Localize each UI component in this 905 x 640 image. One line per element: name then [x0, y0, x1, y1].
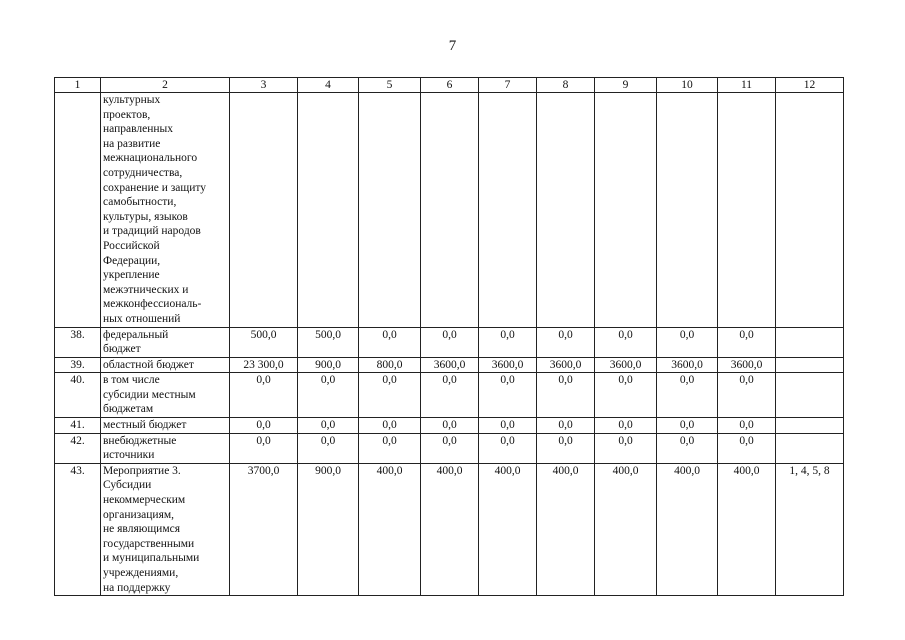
row-name-line: Российской: [103, 239, 160, 252]
indicator-ref-cell: [776, 418, 844, 434]
row-name: [101, 433, 230, 463]
value-cell: 0,0: [657, 327, 718, 357]
row-name: [101, 93, 230, 328]
value-cell: [657, 93, 718, 328]
value-cell: 400,0: [657, 463, 718, 595]
value-cell: 0,0: [595, 327, 657, 357]
row-name-line: межконфессиональ-: [103, 298, 202, 311]
column-header: 7: [479, 78, 537, 93]
value-cell: 0,0: [421, 373, 479, 418]
value-cell: 0,0: [537, 433, 595, 463]
row-name-line: самобытности,: [103, 196, 177, 209]
value-cell: 0,0: [657, 433, 718, 463]
row-number: 41.: [55, 418, 101, 434]
value-cell: 0,0: [359, 373, 421, 418]
row-name-line: учреждениями,: [103, 567, 179, 579]
row-name-line: на развитие: [103, 137, 161, 150]
value-cell: 400,0: [595, 463, 657, 595]
row-number: 43.: [55, 463, 101, 595]
value-cell: 0,0: [230, 418, 298, 434]
value-cell: 0,0: [537, 418, 595, 434]
value-cell: 0,0: [718, 433, 776, 463]
value-cell: 3700,0: [230, 463, 298, 595]
value-cell: 400,0: [479, 463, 537, 595]
column-header: 1: [55, 78, 101, 93]
column-header: 8: [537, 78, 595, 93]
value-cell: 0,0: [595, 373, 657, 418]
row-name-line: некоммерческим: [103, 494, 186, 507]
value-cell: 0,0: [595, 433, 657, 463]
value-cell: 400,0: [421, 463, 479, 595]
value-cell: [479, 93, 537, 328]
value-cell: 0,0: [657, 373, 718, 418]
value-cell: 0,0: [537, 327, 595, 357]
row-number: 40.: [55, 373, 101, 418]
row-name-line: межэтнических и: [103, 283, 189, 296]
value-cell: 400,0: [537, 463, 595, 595]
indicator-ref-cell: 1, 4, 5, 8: [776, 463, 844, 595]
row-name-line: межнационального: [103, 152, 198, 165]
value-cell: 3600,0: [421, 357, 479, 373]
row-name-line: областной бюджет: [103, 358, 194, 371]
value-cell: 900,0: [298, 357, 359, 373]
row-name: [101, 327, 230, 357]
value-cell: 0,0: [359, 433, 421, 463]
row-name-line: культурных: [103, 94, 161, 106]
budget-table: [54, 77, 844, 596]
table-row: [55, 327, 844, 357]
value-cell: 0,0: [657, 418, 718, 434]
value-cell: 500,0: [298, 327, 359, 357]
indicator-ref-cell: [776, 357, 844, 373]
row-number: 42.: [55, 433, 101, 463]
value-cell: 0,0: [421, 418, 479, 434]
indicator-ref-cell: [776, 433, 844, 463]
row-name-line: ных отношений: [103, 312, 181, 325]
value-cell: 3600,0: [657, 357, 718, 373]
value-cell: 3600,0: [718, 357, 776, 373]
value-cell: [421, 93, 479, 328]
value-cell: [595, 93, 657, 328]
row-name: [101, 357, 230, 373]
value-cell: 400,0: [718, 463, 776, 595]
value-cell: 0,0: [479, 418, 537, 434]
row-name-line: местный бюджет: [103, 419, 187, 432]
row-name-line: внебюджетные: [103, 434, 177, 447]
value-cell: 0,0: [718, 418, 776, 434]
value-cell: 0,0: [298, 418, 359, 434]
value-cell: 0,0: [298, 433, 359, 463]
value-cell: 0,0: [298, 373, 359, 418]
table-row: [55, 93, 844, 328]
value-cell: 0,0: [479, 327, 537, 357]
row-name-line: не являющимся: [103, 523, 181, 536]
value-cell: 3600,0: [537, 357, 595, 373]
row-name-line: укрепление: [103, 269, 160, 282]
row-name-line: проектов,: [103, 108, 151, 121]
table-row: [55, 373, 844, 418]
row-name-line: организациям,: [103, 508, 175, 521]
value-cell: 0,0: [479, 433, 537, 463]
value-cell: 0,0: [595, 418, 657, 434]
column-header-row: [55, 78, 844, 93]
row-name-line: бюджет: [103, 343, 141, 356]
value-cell: 0,0: [718, 373, 776, 418]
table-row: [55, 357, 844, 373]
value-cell: 0,0: [230, 433, 298, 463]
value-cell: 3600,0: [595, 357, 657, 373]
column-header: 4: [298, 78, 359, 93]
value-cell: 0,0: [718, 327, 776, 357]
value-cell: 0,0: [421, 327, 479, 357]
row-name-line: источники: [103, 449, 155, 462]
row-name-line: и традиций народов: [103, 225, 201, 238]
indicator-ref-cell: [776, 373, 844, 418]
row-name-line: на поддержку: [103, 581, 171, 594]
column-header: 12: [776, 78, 844, 93]
column-header: 5: [359, 78, 421, 93]
row-name-line: федеральный: [103, 328, 169, 341]
value-cell: 400,0: [359, 463, 421, 595]
value-cell: 0,0: [359, 327, 421, 357]
page-number: 7: [448, 38, 457, 54]
column-header: 9: [595, 78, 657, 93]
column-header: 11: [718, 78, 776, 93]
row-name-line: сохранение и защиту: [103, 181, 207, 194]
table-row: [55, 463, 844, 595]
indicator-ref-cell: [776, 327, 844, 357]
value-cell: 0,0: [537, 373, 595, 418]
table-row: [55, 418, 844, 434]
row-name: [101, 418, 230, 434]
value-cell: 23 300,0: [230, 357, 298, 373]
value-cell: [718, 93, 776, 328]
column-header: 10: [657, 78, 718, 93]
indicator-ref-cell: [776, 93, 844, 328]
value-cell: 900,0: [298, 463, 359, 595]
column-header: 3: [230, 78, 298, 93]
value-cell: [537, 93, 595, 328]
value-cell: 3600,0: [479, 357, 537, 373]
row-name-line: Субсидии: [103, 479, 152, 492]
row-name-line: и муниципальными: [103, 552, 200, 565]
row-number: 39.: [55, 357, 101, 373]
row-name-line: в том числе: [103, 374, 160, 387]
row-name-line: бюджетам: [103, 403, 154, 416]
row-name: [101, 463, 230, 595]
row-name-line: государственными: [103, 537, 195, 550]
column-header: 2: [101, 78, 230, 93]
value-cell: [359, 93, 421, 328]
value-cell: 800,0: [359, 357, 421, 373]
row-name-line: направленных: [103, 123, 174, 136]
value-cell: 0,0: [421, 433, 479, 463]
value-cell: 0,0: [359, 418, 421, 434]
row-number: [55, 93, 101, 328]
value-cell: [230, 93, 298, 328]
value-cell: 0,0: [230, 373, 298, 418]
row-name-line: Мероприятие 3.: [103, 464, 181, 477]
row-name: [101, 373, 230, 418]
row-name-line: сотрудничества,: [103, 166, 183, 179]
row-name-line: культуры, языков: [103, 210, 188, 223]
value-cell: 0,0: [479, 373, 537, 418]
row-name-line: Федерации,: [103, 254, 161, 267]
column-header: 6: [421, 78, 479, 93]
table-row: [55, 433, 844, 463]
row-name-line: субсидии местным: [103, 388, 196, 401]
row-number: 38.: [55, 327, 101, 357]
value-cell: 500,0: [230, 327, 298, 357]
value-cell: [298, 93, 359, 328]
